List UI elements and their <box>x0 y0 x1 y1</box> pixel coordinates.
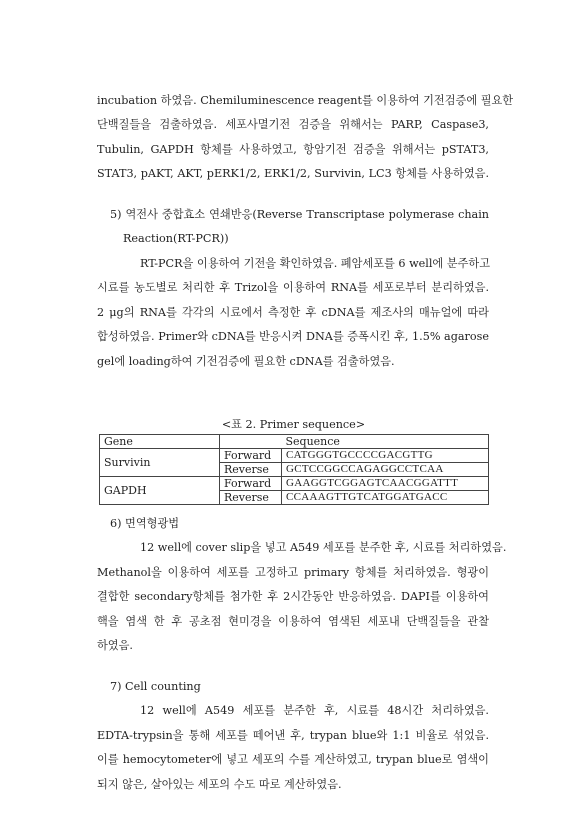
table-caption: <표 2. Primer sequence> <box>221 418 366 431</box>
direction-cell: Forward <box>220 449 282 463</box>
body-text-line: 하였음. <box>97 639 133 652</box>
body-text-line: gel에 loading하여 기전검증에 필요한 cDNA를 검출하였음. <box>97 355 395 368</box>
sequence-cell: CCAAAGTTGTCATGGATGACC <box>282 491 489 505</box>
body-text-line: 단백질들을 검출하였음. 세포사멸기전 검증을 위해서는 PARP, Caspase3, <box>97 118 489 131</box>
body-text-line: 2 μg의 RNA를 각각의 시료에서 측정한 후 cDNA를 제조사의 매뉴얼에 따라 <box>97 306 489 319</box>
sequence-cell: CATGGGTGCCCCGACGTTG <box>282 449 489 463</box>
body-text-line: incubation 하였음. Chemiluminescence reagent를 이용하여 기전검증에 필요한 <box>97 94 514 107</box>
direction-cell: Forward <box>220 477 282 491</box>
body-text-line: 12 well에 cover slip을 넣고 A549 세포를 분주한 후, 시료를 처리하였음. <box>140 541 507 554</box>
body-text-line: EDTA-trypsin을 통해 세포를 떼어낸 후, trypan blue와 1:1 비율로 섞었음. <box>97 729 489 742</box>
gene-cell: Survivin <box>100 449 220 477</box>
body-text-line: RT-PCR을 이용하여 기전을 확인하였음. 폐암세포를 6 well에 분주하고 <box>140 257 491 270</box>
body-text-line: 12 well에 A549 세포를 분주한 후, 시료를 48시간 처리하였음. <box>140 704 489 717</box>
body-text-line: Methanol을 이용하여 세포를 고정하고 primary 항체를 처리하였음. 형광이 <box>97 566 489 579</box>
direction-cell: Reverse <box>220 491 282 505</box>
section-5-heading: 5) 역전사 중합효소 연쇄반응(Reverse Transcriptase polymerase chain <box>110 208 489 221</box>
body-text-line: 이를 hemocytometer에 넣고 세포의 수를 계산하였고, trypan blue로 염색이 <box>97 753 489 766</box>
header-gene: Gene <box>100 435 220 449</box>
sequence-cell: GAAGGTCGGAGTCAACGGATTT <box>282 477 489 491</box>
sequence-cell: GCTCCGGCCAGAGGCCTCAA <box>282 463 489 477</box>
header-sequence: Sequence <box>282 435 489 449</box>
body-text-line: 합성하였음. Primer와 cDNA를 반응시켜 DNA를 증폭시킨 후, 1.5% agarose <box>97 330 489 343</box>
primer-table <box>99 434 489 505</box>
section-6-heading: 6) 면역형광법 <box>110 517 180 530</box>
table-header-row <box>100 435 489 449</box>
section-5-heading-cont: Reaction(RT-PCR)) <box>123 232 229 245</box>
section-7-heading: 7) Cell counting <box>110 680 201 693</box>
gene-cell: GAPDH <box>100 477 220 505</box>
body-text-line: 되지 않은, 살아있는 세포의 수도 따로 계산하였음. <box>97 778 342 791</box>
body-text-line: Tubulin, GAPDH 항체를 사용하였고, 항암기전 검증을 위해서는 pSTAT3, <box>97 143 489 156</box>
body-text-line: STAT3, pAKT, AKT, pERK1/2, ERK1/2, Survivin, LC3 항체를 사용하였음. <box>97 167 489 180</box>
table-row <box>100 449 489 463</box>
body-text-line: 결합한 secondary항체를 첨가한 후 2시간동안 반응하였음. DAPI를 이용하여 <box>97 590 489 603</box>
direction-cell: Reverse <box>220 463 282 477</box>
table-row <box>100 477 489 491</box>
body-text-line: 핵을 염색 한 후 공초점 현미경을 이용하여 염색된 세포내 단백질들을 관찰 <box>97 615 489 628</box>
body-text-line: 시료를 농도별로 처리한 후 Trizol을 이용하여 RNA를 세포로부터 분리하였음. <box>97 281 489 294</box>
